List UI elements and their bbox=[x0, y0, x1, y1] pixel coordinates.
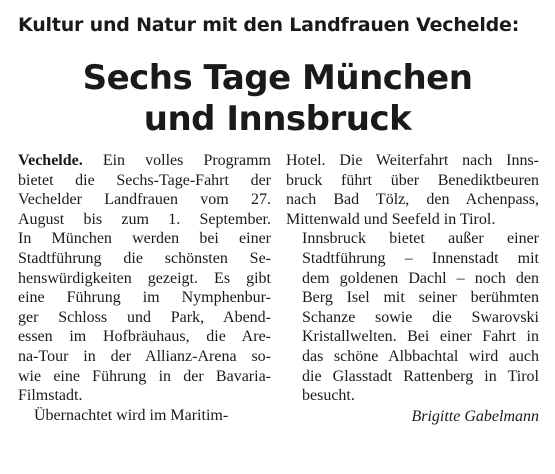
text-line: bruck führt über Benediktbeuren bbox=[286, 171, 539, 189]
text-line: na-Tour in der Allianz-Arena so- bbox=[18, 347, 271, 365]
text-line: bietet die Sechs-Tage-Fahrt der bbox=[18, 171, 271, 189]
text-line: besucht. bbox=[302, 387, 355, 405]
text-line: ger Schloss und Park, Abend- bbox=[18, 308, 271, 326]
text-line: Berg Isel mit seiner berühmten bbox=[302, 289, 539, 307]
text-line: Innsbruck bietet außer einer bbox=[302, 230, 539, 248]
text-fragment: Ein volles Programm bbox=[82, 152, 271, 169]
text-line: Hotel. Die Weiterfahrt nach Inns- bbox=[286, 152, 539, 169]
article-column-left bbox=[18, 151, 271, 425]
paragraph-2-continued bbox=[286, 151, 539, 229]
paragraph-2 bbox=[18, 406, 271, 426]
text-line: Vechelder Landfrauen vom 27. bbox=[18, 191, 271, 209]
article-column-right bbox=[286, 151, 539, 426]
author-byline: Brigitte Gabelmann bbox=[411, 407, 539, 425]
text-line: eine Führung im Nymphenbur- bbox=[18, 289, 271, 307]
text-line: wie eine Führung in der Bavaria- bbox=[18, 367, 271, 385]
paragraph-1 bbox=[18, 151, 271, 406]
text-line: henswürdigkeiten gezeigt. Es gibt bbox=[18, 269, 271, 287]
text-line: Mittenwald und Seefeld in Tirol. bbox=[286, 210, 496, 228]
text-line: dem goldenen Dachl – noch den bbox=[302, 269, 539, 287]
text-line: Stadtführung die schönsten Se- bbox=[18, 249, 271, 267]
text-line: Übernachtet wird im Maritim- bbox=[34, 406, 229, 424]
text-line bbox=[18, 151, 271, 171]
text-line: August bis zum 1. September. bbox=[18, 210, 271, 228]
text-line: die Glasstadt Rattenberg in Tirol bbox=[302, 367, 539, 385]
text-line: Kristallwelten. Bei einer Fahrt in bbox=[302, 328, 539, 346]
text-line: Stadtführung – Innenstadt mit bbox=[302, 249, 539, 267]
text-line: nach Bad Tölz, den Achenpass, bbox=[286, 191, 539, 209]
text-line: essen im Hofbräuhaus, die Are- bbox=[18, 328, 271, 346]
paragraph-3 bbox=[286, 229, 539, 405]
text-line: Filmstadt. bbox=[18, 387, 83, 405]
text-line: das schöne Albbachtal wird auch bbox=[302, 347, 539, 365]
headline bbox=[0, 58, 555, 140]
text-line: Schanze sowie die Swarovski bbox=[302, 308, 539, 326]
kicker-line: Kultur und Natur mit den Landfrauen Vechelde: bbox=[18, 14, 520, 36]
headline-line-1: Sechs Tage München bbox=[82, 58, 473, 98]
text-line: In München werden bei einer bbox=[18, 230, 271, 248]
dateline: Vechelde. bbox=[18, 152, 83, 169]
headline-line-2: und Innsbruck bbox=[143, 99, 412, 139]
